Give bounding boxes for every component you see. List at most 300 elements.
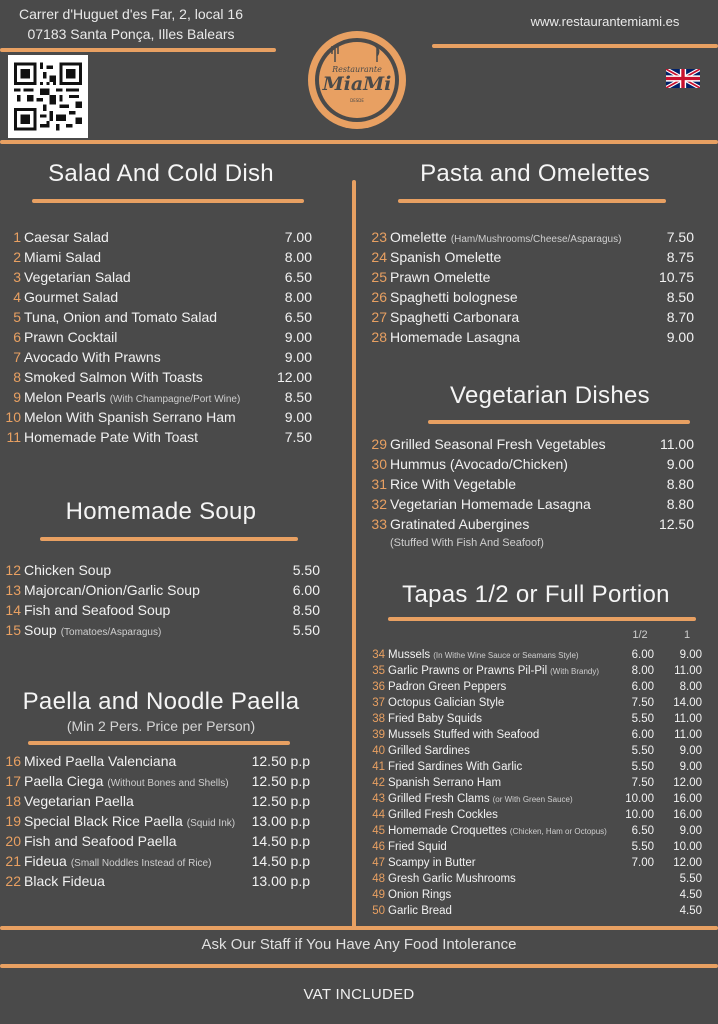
menu-item (2, 853, 310, 873)
item-number: 34 (372, 649, 385, 661)
item-name-text: Gratinated Aubergines (390, 516, 530, 532)
tapas-item (370, 857, 702, 873)
item-name (24, 562, 293, 578)
item-note: (Without Bones and Shells) (107, 778, 229, 789)
item-name (24, 389, 285, 405)
item-price-half: 5.50 (631, 745, 654, 757)
item-name-text: Fried Baby Squids (388, 713, 482, 725)
item-name (388, 905, 612, 917)
tapas-item (370, 809, 702, 825)
item-name (24, 369, 277, 385)
item-note: (Chicken, Ham or Octopus) (509, 827, 607, 836)
item-price: 6.00 (292, 582, 320, 598)
header-divider-left (0, 48, 276, 52)
item-price: 8.50 (284, 389, 312, 405)
item-price-half: 8.00 (631, 665, 654, 677)
item-name-text: Scampy in Butter (388, 857, 476, 869)
tapas-title-underline (388, 617, 696, 621)
item-name (388, 745, 612, 757)
item-price: 14.50 p.p (251, 853, 310, 869)
column-divider (352, 180, 356, 928)
item-name (390, 249, 667, 265)
menu-item (2, 873, 310, 893)
item-name-text: Caesar Salad (24, 229, 109, 245)
item-price: 11.00 (660, 436, 694, 452)
item-name-text: Garlic Prawns or Prawns Pil-Pil (388, 665, 548, 677)
item-price-half: 10.00 (625, 793, 654, 805)
item-name-text: Vegetarian Paella (24, 793, 134, 809)
item-price: 13.00 p.p (251, 813, 310, 829)
item-number: 47 (372, 857, 385, 869)
tapas-menu-list (370, 649, 702, 921)
pasta-menu-list (368, 229, 694, 349)
item-name-text: Grilled Fresh Clams (388, 793, 490, 805)
item-number: 49 (372, 889, 385, 901)
menu-item (368, 249, 694, 269)
item-name (388, 809, 612, 821)
item-number: 25 (371, 269, 387, 285)
item-price: 5.50 (292, 562, 320, 578)
item-name (390, 289, 667, 305)
item-name (388, 713, 612, 725)
item-name-text: Grilled Fresh Cockles (388, 809, 498, 821)
item-price: 8.70 (666, 309, 694, 325)
item-number: 8 (13, 369, 21, 385)
tapas-item (370, 713, 702, 729)
item-price: 7.50 (666, 229, 694, 245)
item-number: 13 (5, 582, 21, 598)
item-number: 42 (372, 777, 385, 789)
item-name (24, 753, 252, 769)
item-number: 45 (372, 825, 385, 837)
salad-section-title: Salad And Cold Dish (48, 160, 274, 187)
item-price: 8.80 (666, 476, 694, 492)
item-name (24, 309, 285, 325)
menu-item (368, 289, 694, 309)
item-note: (or With Green Sauce) (492, 795, 573, 804)
address-line-1: Carrer d'Huguet d'es Far, 2, local 16 (18, 6, 243, 22)
salad-menu-list (2, 229, 312, 449)
paella-section-subtitle: (Min 2 Pers. Price per Person) (66, 718, 256, 734)
item-name (390, 436, 660, 452)
item-name (388, 761, 612, 773)
item-price: 13.00 p.p (251, 873, 310, 889)
item-price: 12.00 (276, 369, 312, 385)
tapas-item (370, 793, 702, 809)
item-price-full: 9.00 (679, 761, 702, 773)
menu-item (368, 436, 694, 456)
website-link[interactable]: www.restaurantemiami.es (530, 14, 680, 29)
item-name (24, 409, 285, 425)
menu-item (2, 309, 312, 329)
item-price: 9.00 (284, 409, 312, 425)
item-note: (With Brandy) (550, 667, 600, 676)
item-note: (Ham/Mushrooms/Cheese/Asparagus) (450, 234, 622, 245)
item-price: 8.75 (666, 249, 694, 265)
item-number: 4 (13, 289, 21, 305)
footer-top-divider (0, 926, 718, 930)
item-name-text: Special Black Rice Paella (24, 813, 183, 829)
item-name-text: Miami Salad (24, 249, 102, 265)
logo-small-text: Restaurante (332, 65, 382, 74)
item-number: 37 (372, 697, 385, 709)
item-price: 5.50 (292, 622, 320, 638)
soup-section-title: Homemade Soup (65, 498, 257, 525)
item-price-full: 16.00 (673, 793, 702, 805)
tapas-col-half: 1/2 (632, 629, 648, 641)
item-name-text: Spaghetti Carbonara (390, 309, 520, 325)
item-number: 38 (372, 713, 385, 725)
tapas-item (370, 697, 702, 713)
item-price-half: 5.50 (631, 761, 654, 773)
item-number: 10 (5, 409, 21, 425)
item-name (24, 249, 285, 265)
item-name (24, 853, 252, 869)
item-number: 3 (13, 269, 21, 285)
menu-item (2, 349, 312, 369)
logo-main-text: MiaMi (322, 73, 392, 95)
item-name-text: Spanish Omelette (390, 249, 502, 265)
veg-last-note: (Stuffed With Fish And Seafoof) (390, 537, 544, 549)
item-name (388, 665, 612, 677)
item-number: 48 (372, 873, 385, 885)
item-name-text: Spanish Serrano Ham (388, 777, 502, 789)
item-name-text: Avocado With Prawns (24, 349, 161, 365)
item-number: 18 (5, 793, 21, 809)
item-price-full: 12.00 (673, 777, 702, 789)
restaurant-logo (305, 28, 409, 132)
veg-menu-list (368, 436, 694, 536)
item-price-half: 7.50 (631, 777, 654, 789)
item-number: 30 (371, 456, 387, 472)
tapas-item (370, 745, 702, 761)
item-name (388, 873, 612, 885)
item-number: 5 (13, 309, 21, 325)
item-name-text: Vegetarian Salad (24, 269, 131, 285)
item-name-text: Paella Ciega (24, 773, 104, 789)
item-name (24, 793, 252, 809)
item-name (24, 229, 285, 245)
item-price-half: 5.50 (631, 841, 654, 853)
item-name (24, 833, 252, 849)
item-name (24, 622, 293, 638)
item-name-text: Grilled Seasonal Fresh Vegetables (390, 436, 606, 452)
item-name-text: Homemade Pate With Toast (24, 429, 199, 445)
tapas-item (370, 777, 702, 793)
item-number: 7 (13, 349, 21, 365)
item-price: 7.00 (284, 229, 312, 245)
item-number: 32 (371, 496, 387, 512)
item-name-text: Fish and Seafood Paella (24, 833, 177, 849)
paella-menu-list (2, 753, 310, 893)
pasta-section-title: Pasta and Omelettes (420, 160, 650, 187)
item-price: 9.00 (284, 349, 312, 365)
menu-item (2, 409, 312, 429)
item-price-half: 6.00 (631, 681, 654, 693)
item-price: 6.50 (284, 269, 312, 285)
tapas-section-title: Tapas 1/2 or Full Portion (402, 581, 670, 608)
item-number: 9 (13, 389, 21, 405)
restaurant-address (0, 4, 262, 44)
item-name-text: Gourmet Salad (24, 289, 119, 305)
item-price-full: 4.50 (679, 889, 702, 901)
menu-item (2, 833, 310, 853)
item-number: 44 (372, 809, 385, 821)
menu-item (2, 289, 312, 309)
item-number: 1 (13, 229, 21, 245)
item-price-full: 10.00 (673, 841, 702, 853)
item-name (390, 269, 659, 285)
item-number: 36 (372, 681, 385, 693)
item-price-full: 12.00 (673, 857, 702, 869)
veg-title-underline (428, 420, 690, 424)
menu-item (368, 456, 694, 476)
item-price: 8.00 (284, 249, 312, 265)
item-name (390, 309, 667, 325)
item-number: 21 (5, 853, 21, 869)
item-name (388, 649, 612, 661)
item-number: 16 (5, 753, 21, 769)
item-number: 22 (5, 873, 21, 889)
item-name-text: Fish and Seafood Soup (24, 602, 171, 618)
address-line-2: 07183 Santa Ponça, Illes Balears (27, 26, 235, 42)
item-price-half: 10.00 (625, 809, 654, 821)
paella-section-title: Paella and Noodle Paella (22, 688, 300, 715)
item-name-text: Soup (24, 622, 57, 638)
menu-item (368, 309, 694, 329)
item-name-text: Padron Green Peppers (388, 681, 507, 693)
tapas-item (370, 825, 702, 841)
item-name (388, 841, 612, 853)
item-price-full: 4.50 (679, 905, 702, 917)
item-name (388, 681, 612, 693)
item-number: 6 (13, 329, 21, 345)
item-price: 8.50 (666, 289, 694, 305)
item-number: 17 (5, 773, 21, 789)
veg-section-title: Vegetarian Dishes (450, 382, 650, 409)
item-name-text: Spaghetti bolognese (390, 289, 518, 305)
item-name (24, 873, 252, 889)
item-name-text: Prawn Cocktail (24, 329, 118, 345)
food-intolerance-note: Ask Our Staff if You Have Any Food Intolerance (201, 936, 517, 953)
item-name-text: Chicken Soup (24, 562, 112, 578)
item-price-full: 11.00 (674, 729, 702, 741)
tapas-item (370, 905, 702, 921)
item-price-half: 7.50 (631, 697, 654, 709)
item-name-text: Mussels Stuffed with Seafood (388, 729, 540, 741)
item-name-text: Octopus Galician Style (388, 697, 505, 709)
uk-flag-icon[interactable] (666, 69, 700, 88)
logo-sub-text: DESDE (350, 98, 364, 103)
item-price-half: 6.50 (631, 825, 654, 837)
item-name-text: Fideua (24, 853, 67, 869)
item-number: 33 (371, 516, 387, 532)
item-name-text: Rice With Vegetable (390, 476, 517, 492)
item-name-text: Fried Squid (388, 841, 447, 853)
item-number: 43 (372, 793, 385, 805)
item-name (388, 857, 612, 869)
item-number: 15 (5, 622, 21, 638)
item-note: (In Withe Wine Sauce or Seamans Style) (433, 651, 579, 660)
item-name (24, 429, 285, 445)
item-name (24, 813, 252, 829)
item-name-text: Black Fideua (24, 873, 105, 889)
tapas-item (370, 841, 702, 857)
tapas-item (370, 729, 702, 745)
vat-included-note: VAT INCLUDED (303, 986, 415, 1003)
item-note: (Tomatoes/Asparagus) (60, 627, 162, 638)
item-price-full: 16.00 (673, 809, 702, 821)
item-name (390, 456, 667, 472)
item-name-text: Mixed Paella Valenciana (24, 753, 177, 769)
item-price-full: 8.00 (679, 681, 702, 693)
item-name-text: Smoked Salmon With Toasts (24, 369, 203, 385)
item-price-full: 5.50 (679, 873, 702, 885)
item-price-full: 9.00 (679, 649, 702, 661)
item-name-text: Hummus (Avocado/Chicken) (390, 456, 568, 472)
menu-item (2, 249, 312, 269)
menu-item (2, 773, 310, 793)
item-number: 12 (5, 562, 21, 578)
item-number: 50 (372, 905, 385, 917)
tapas-item (370, 761, 702, 777)
item-price: 12.50 p.p (251, 773, 310, 789)
item-name-text: Onion Rings (388, 889, 452, 901)
soup-menu-list (2, 562, 320, 642)
item-name (388, 793, 612, 805)
item-name (390, 496, 667, 512)
item-price: 12.50 p.p (251, 793, 310, 809)
item-price-full: 14.00 (673, 697, 702, 709)
item-price: 9.00 (666, 329, 694, 345)
qr-code[interactable] (8, 55, 88, 138)
item-price-full: 11.00 (674, 713, 702, 725)
header-divider-right (432, 44, 718, 48)
item-number: 24 (371, 249, 387, 265)
header-bottom-divider (0, 140, 718, 144)
item-price: 6.50 (284, 309, 312, 325)
item-name (24, 349, 285, 365)
item-price: 12.50 (658, 516, 694, 532)
item-number: 2 (13, 249, 21, 265)
item-name-text: Homemade Croquettes (388, 825, 507, 837)
menu-item (2, 602, 320, 622)
menu-item (2, 429, 312, 449)
item-number: 19 (5, 813, 21, 829)
item-number: 40 (372, 745, 385, 757)
item-name (24, 773, 252, 789)
item-number: 14 (5, 602, 21, 618)
item-price: 8.00 (284, 289, 312, 305)
item-name-text: Melon With Spanish Serrano Ham (24, 409, 236, 425)
menu-item (2, 329, 312, 349)
item-number: 31 (371, 476, 387, 492)
item-price: 9.00 (666, 456, 694, 472)
item-number: 28 (371, 329, 387, 345)
item-name (24, 602, 293, 618)
item-price-full: 9.00 (679, 745, 702, 757)
footer-bottom-divider (0, 964, 718, 968)
item-name (390, 476, 667, 492)
tapas-item (370, 889, 702, 905)
item-name (24, 289, 285, 305)
menu-item (2, 389, 312, 409)
item-price-half: 7.00 (631, 857, 654, 869)
item-name-text: Tuna, Onion and Tomato Salad (24, 309, 218, 325)
item-name (388, 825, 612, 837)
item-number: 46 (372, 841, 385, 853)
item-price-half: 6.00 (631, 729, 654, 741)
item-name-text: Prawn Omelette (390, 269, 491, 285)
item-name (390, 516, 659, 532)
item-name-text: Majorcan/Onion/Garlic Soup (24, 582, 200, 598)
menu-item (2, 753, 310, 773)
tapas-col-full: 1 (683, 629, 691, 641)
item-name (24, 269, 285, 285)
menu-item (2, 369, 312, 389)
item-price: 8.80 (666, 496, 694, 512)
item-name-text: Garlic Bread (388, 905, 452, 917)
menu-item (2, 813, 310, 833)
soup-title-underline (40, 537, 298, 541)
item-name (390, 329, 667, 345)
menu-item (368, 229, 694, 249)
menu-item (2, 582, 320, 602)
item-price-half: 6.00 (631, 649, 654, 661)
item-name-text: Melon Pearls (24, 389, 106, 405)
item-price: 10.75 (658, 269, 694, 285)
item-price-full: 9.00 (679, 825, 702, 837)
item-name (388, 777, 612, 789)
item-price: 14.50 p.p (251, 833, 310, 849)
item-name-text: Homemade Lasagna (390, 329, 520, 345)
item-name-text: Grilled Sardines (388, 745, 470, 757)
paella-title-underline (28, 741, 290, 745)
item-price: 8.50 (292, 602, 320, 618)
item-number: 29 (371, 436, 387, 452)
item-name (388, 889, 612, 901)
menu-item (368, 329, 694, 349)
menu-item (2, 269, 312, 289)
item-name-text: Vegetarian Homemade Lasagna (390, 496, 591, 512)
item-note: (Squid Ink) (186, 818, 236, 829)
item-number: 20 (5, 833, 21, 849)
item-name (388, 697, 612, 709)
item-price-full: 11.00 (674, 665, 702, 677)
tapas-item (370, 681, 702, 697)
item-number: 11 (6, 429, 21, 445)
menu-item (368, 496, 694, 516)
item-number: 41 (372, 761, 385, 773)
menu-item (368, 476, 694, 496)
tapas-item (370, 649, 702, 665)
item-name (390, 229, 667, 245)
item-note: (Small Noddles Instead of Rice) (70, 858, 212, 869)
menu-item (2, 793, 310, 813)
item-name (24, 582, 293, 598)
item-price: 12.50 p.p (251, 753, 310, 769)
item-name-text: Omelette (390, 229, 447, 245)
item-name-text: Mussels (388, 649, 431, 661)
item-number: 27 (371, 309, 387, 325)
item-name (24, 329, 285, 345)
salad-title-underline (32, 199, 304, 203)
menu-item (368, 269, 694, 289)
item-price-half: 5.50 (631, 713, 654, 725)
item-name-text: Gresh Garlic Mushrooms (388, 873, 516, 885)
menu-item (2, 229, 312, 249)
tapas-item (370, 665, 702, 681)
